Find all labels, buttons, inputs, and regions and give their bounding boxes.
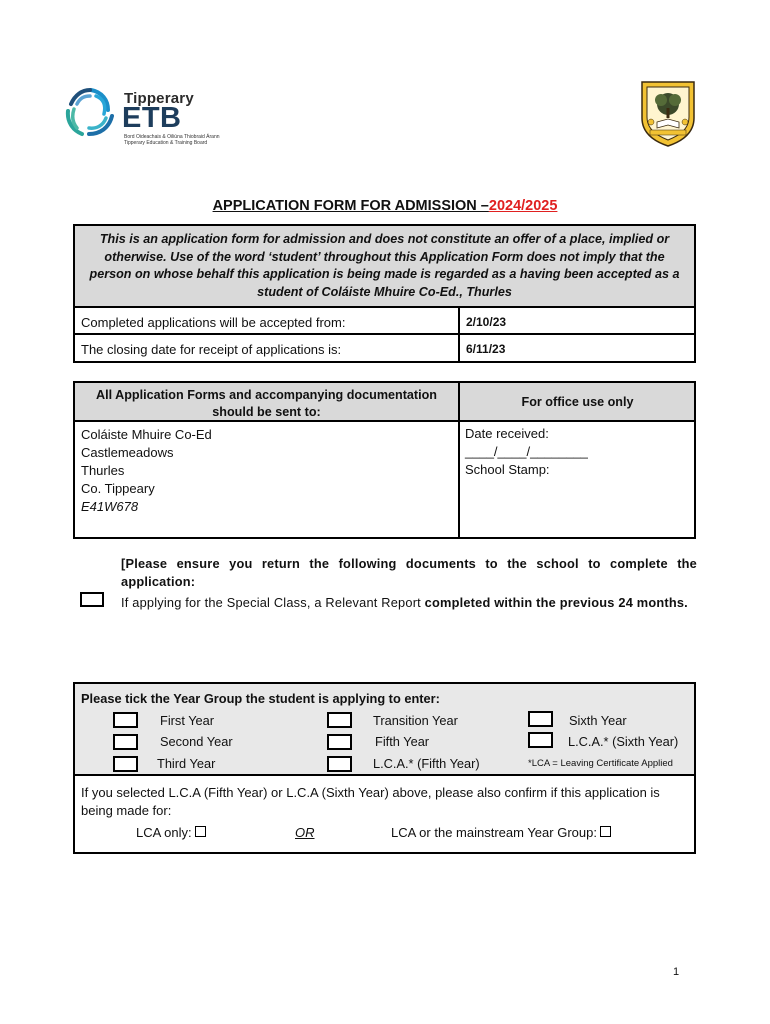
table-row	[75, 335, 694, 362]
year-group-question: Please tick the Year Group the student is applying to enter:	[81, 691, 440, 706]
office-use-section	[465, 425, 588, 479]
lca-mainstream-checkbox[interactable]	[600, 826, 611, 837]
office-use-heading: For office use only	[521, 395, 634, 409]
table-row	[75, 308, 694, 335]
send-to-table	[73, 381, 696, 539]
etb-subtitle-english: Tipperary Education & Training Board	[124, 140, 208, 146]
send-to-heading: All Application Forms and accompanying documentation should be sent to:	[96, 388, 437, 419]
notice-text: This is an application form for admission and does not constitute an offer of a place, implied or otherwise. Use of the word ‘student’ throughout this Application Form does not imply that the person on whose behalf this application is being made is regarded as a having been accepted as a student of Coláiste Mhuire Co-Ed., Thurles	[75, 226, 694, 308]
lca-sixth-year-checkbox[interactable]	[528, 732, 553, 748]
eircode: E41W678	[81, 499, 139, 514]
lca-only-checkbox[interactable]	[195, 826, 206, 837]
documents-item	[121, 594, 697, 612]
first-year-label: First Year	[160, 713, 215, 728]
third-year-checkbox[interactable]	[113, 756, 138, 772]
school-stamp-label: School Stamp:	[465, 462, 550, 477]
documents-intro: [Please ensure you return the following documents to the school to complete the application:	[121, 556, 697, 589]
lca-mainstream-label: LCA or the mainstream Year Group:	[391, 825, 597, 840]
date-received-label: Date received:	[465, 426, 549, 441]
third-year-label: Third Year	[157, 756, 216, 771]
documents-item-text: If applying for the Special Class, a Relevant Report	[121, 595, 425, 610]
closing-date-value: 6/11/23	[466, 342, 506, 356]
etb-swirl-icon	[62, 84, 120, 142]
etb-name-small: Tipperary	[124, 90, 194, 107]
or-text: OR	[295, 825, 315, 840]
date-received-field[interactable]: ____/____/________	[465, 444, 588, 459]
lca-only-label: LCA only:	[136, 825, 192, 840]
transition-year-checkbox[interactable]	[327, 712, 352, 728]
address-line: Coláiste Mhuire Co-Ed	[81, 427, 212, 442]
accepted-from-value: 2/10/23	[466, 315, 507, 329]
second-year-checkbox[interactable]	[113, 734, 138, 750]
first-year-checkbox[interactable]	[113, 712, 138, 728]
documents-section	[121, 555, 697, 612]
accepted-from-label: Completed applications will be accepted from:	[81, 315, 346, 330]
fifth-year-checkbox[interactable]	[327, 734, 352, 750]
form-title-year: 2024/2025	[488, 198, 558, 214]
lca-note: *LCA = Leaving Certificate Applied	[528, 758, 673, 769]
lca-confirm-text: If you selected L.C.A (Fifth Year) or L.C.A (Sixth Year) above, please also confirm if this application is being made for:	[81, 785, 660, 818]
etb-name-big: ETB	[122, 102, 182, 134]
year-group-options	[75, 684, 694, 776]
lca-sixth-year-label: L.C.A.* (Sixth Year)	[568, 734, 679, 749]
lca-mainstream-option[interactable]	[391, 825, 611, 840]
school-address	[81, 426, 212, 516]
sixth-year-label: Sixth Year	[569, 713, 627, 728]
lca-fifth-year-label: L.C.A.* (Fifth Year)	[373, 756, 480, 771]
lca-fifth-year-checkbox[interactable]	[327, 756, 352, 772]
second-year-label: Second Year	[160, 734, 233, 749]
documents-item-bold: completed within the previous 24 months.	[424, 595, 688, 610]
transition-year-label: Transition Year	[373, 713, 458, 728]
etb-logo	[62, 84, 232, 144]
school-crest-icon	[636, 78, 700, 148]
notice-table	[73, 224, 696, 363]
page-number: 1	[673, 966, 680, 978]
closing-date-label: The closing date for receipt of applications is:	[81, 342, 342, 357]
address-line: Co. Tippeary	[81, 481, 155, 496]
fifth-year-label: Fifth Year	[375, 734, 430, 749]
form-title	[0, 198, 770, 214]
etb-subtitle-irish: Bord Oideachais & Oiliúna Thiobraid Árann	[124, 134, 220, 140]
year-group-table	[73, 682, 696, 854]
special-class-report-checkbox[interactable]	[80, 592, 104, 607]
address-line: Thurles	[81, 463, 125, 478]
lca-only-option[interactable]	[136, 825, 206, 840]
address-line: Castlemeadows	[81, 445, 174, 460]
form-title-main: APPLICATION FORM FOR ADMISSION –	[212, 198, 489, 214]
sixth-year-checkbox[interactable]	[528, 711, 553, 727]
divider	[458, 383, 460, 537]
